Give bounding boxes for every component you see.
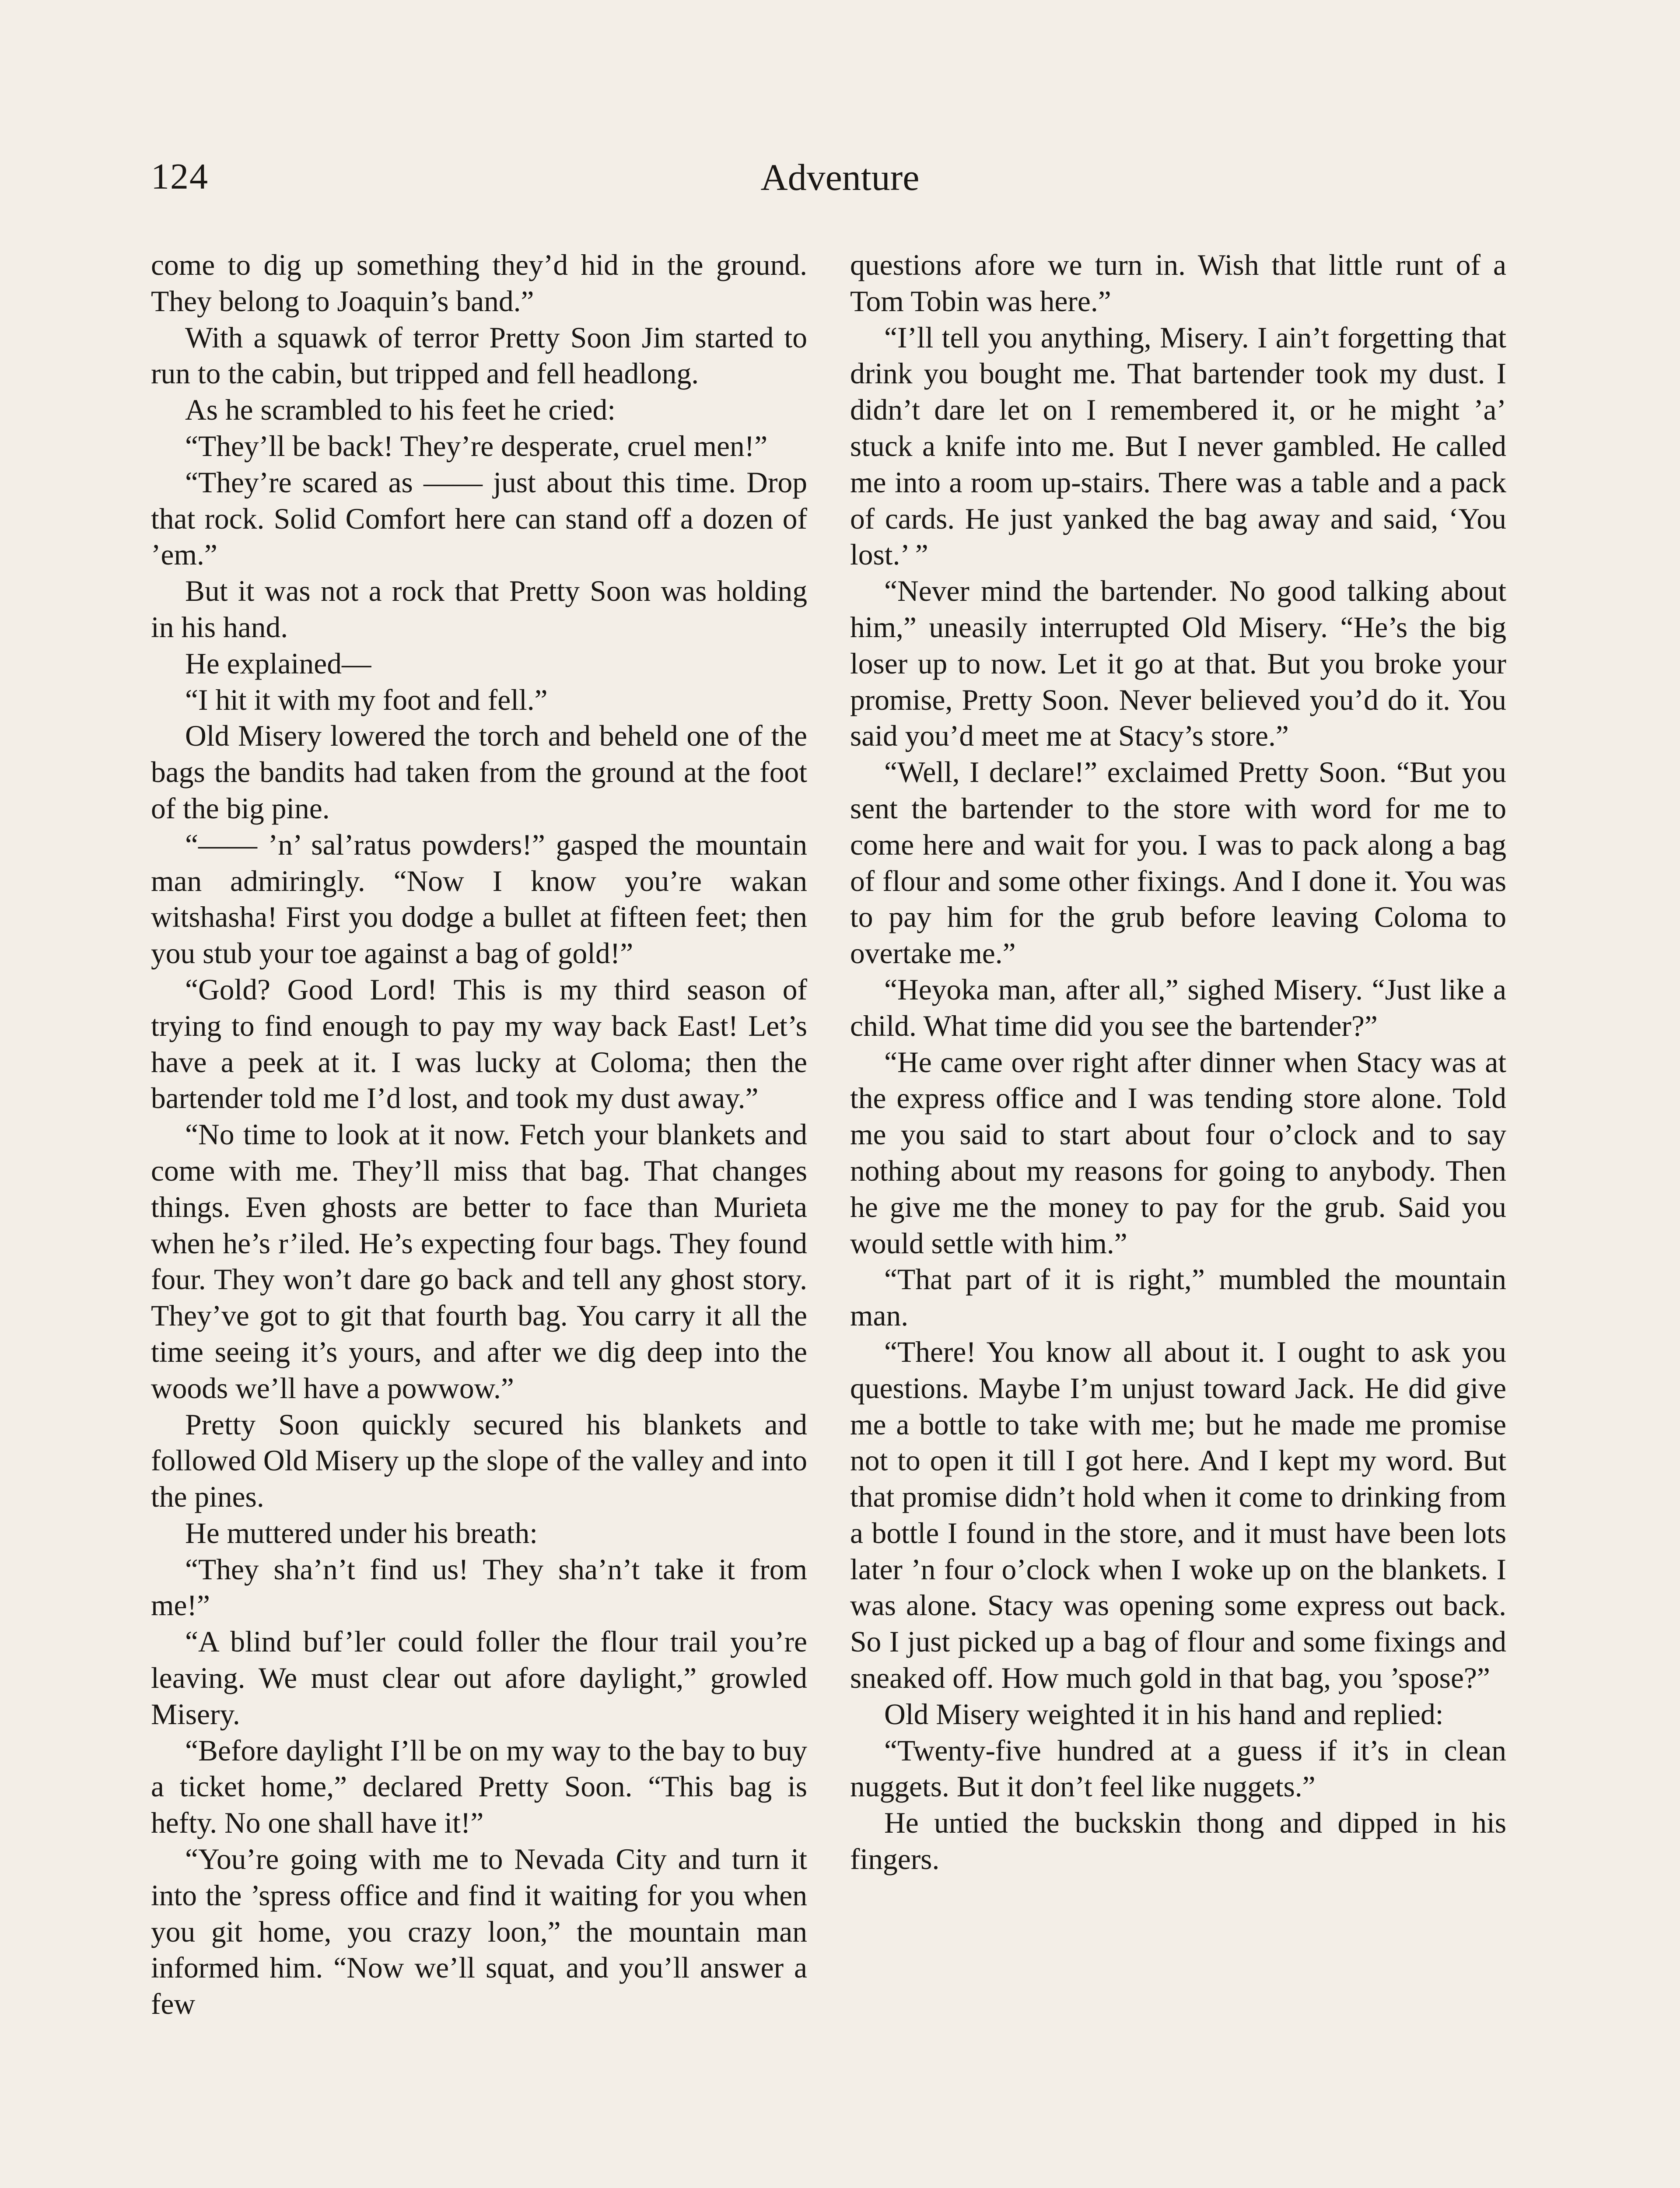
paragraph: “Never mind the bartender. No good talking about him,” uneasily interrupted Old Misery. “He’s the big loser up to now. Let it go at that. But you broke your promise, Pretty Soon. Never believed you’d do it. You said you’d meet me at Stacy’s store.” <box>850 575 1506 753</box>
paragraph: come to dig up something they’d hid in the ground. They belong to Joaquin’s band.” <box>151 249 807 318</box>
paragraph: “There! You know all about it. I ought to ask you questions. Maybe I’m unjust toward Jack. He did give me a bottle to take with me; but he made me promise not to open it till I got here. And I kept my word. But that promise didn’t hold when it come to drinking from a bottle I found in the store, and it must have been lots later ’n four o’clock when I woke up on the blankets. I was alone. Stacy was opening some express out back. So I just picked up a bag of flour and some fixings and sneaked off. How much gold in that bag, you ’spose?” <box>850 1335 1506 1695</box>
paragraph: Old Misery lowered the torch and beheld one of the bags the bandits had taken from the ground at the foot of the big pine. <box>151 719 807 825</box>
paragraph: “I’ll tell you anything, Misery. I ain’t forgetting that drink you bought me. That bartender took my dust. I didn’t dare let on I remembered it, or he might ’a’ stuck a knife into me. But I never gambled. He called me into a room up-stairs. There was a table and a pack of cards. He just yanked the bag away and said, ‘You lost.’ ” <box>850 321 1506 572</box>
paragraph: “He came over right after dinner when Stacy was at the express office and I was tending store alone. Told me you said to start about four o’clock and to say nothing about my reasons for going to anybody. Then he give me the money to pay for the grub. Said you would settle with him.” <box>850 1045 1506 1260</box>
paragraph: With a squawk of terror Pretty Soon Jim started to run to the cabin, but tripped and fell headlong. <box>151 321 807 390</box>
paragraph: “You’re going with me to Nevada City and turn it into the ’spress office and find it waiting for you when you git home, you crazy loon,” the mountain man informed him. “Now we’ll squat, and you’ll answer a few <box>151 1843 807 2021</box>
paragraph: “Heyoka man, after all,” sighed Misery. “Just like a child. What time did you see the bartender?” <box>850 973 1506 1042</box>
right-column <box>850 247 1506 1878</box>
paragraph: Pretty Soon quickly secured his blankets and followed Old Misery up the slope of the valley and into the pines. <box>151 1408 807 1514</box>
paragraph: “Before daylight I’ll be on my way to the bay to buy a ticket home,” declared Pretty Soon. “This bag is hefty. No one shall have it!” <box>151 1734 807 1840</box>
paragraph: “Twenty-five hundred at a guess if it’s in clean nuggets. But it don’t feel like nuggets.” <box>850 1734 1506 1803</box>
paragraph: “Well, I declare!” exclaimed Pretty Soon. “But you sent the bartender to the store with word for me to come here and wait for you. I was to pack along a bag of flour and some other fixings. And I done it. You was to pay him for the grub before leaving Coloma to overtake me.” <box>850 756 1506 970</box>
paragraph: “A blind buf’ler could foller the flour trail you’re leaving. We must clear out afore daylight,” growled Misery. <box>151 1625 807 1731</box>
paragraph: “They’ll be back! They’re desperate, cruel men!” <box>185 429 768 463</box>
paragraph: Old Misery weighted it in his hand and replied: <box>884 1697 1444 1731</box>
page-number: 124 <box>151 156 209 197</box>
paragraph: “—— ’n’ sal’ratus powders!” gasped the mountain man admiringly. “Now I know you’re wakan witshasha! First you dodge a bullet at fifteen feet; then you stub your toe against a bag of gold!” <box>151 828 807 970</box>
paragraph: “No time to look at it now. Fetch your blankets and come with me. They’ll miss that bag. That changes things. Even ghosts are better to face than Murieta when he’s r’iled. He’s expecting four bags. They found four. They won’t dare go back and tell any ghost story. They’ve got to git that fourth bag. You carry it all the time seeing it’s yours, and after we dig deep into the woods we’ll have a powwow.” <box>151 1118 807 1405</box>
left-column <box>151 247 807 2023</box>
paragraph: He untied the buckskin thong and dipped in his fingers. <box>850 1806 1506 1876</box>
paragraph: He explained— <box>185 647 371 680</box>
paragraph: “They sha’n’t find us! They sha’n’t take it from me!” <box>151 1553 807 1622</box>
paragraph: He muttered under his breath: <box>185 1516 538 1550</box>
page-header <box>0 155 1680 208</box>
paragraph: But it was not a rock that Pretty Soon was holding in his hand. <box>151 575 807 644</box>
paragraph: “That part of it is right,” mumbled the mountain man. <box>850 1263 1506 1332</box>
running-title: Adventure <box>760 156 920 198</box>
paragraph: As he scrambled to his feet he cried: <box>185 393 616 427</box>
paragraph: questions afore we turn in. Wish that little runt of a Tom Tobin was here.” <box>850 249 1506 318</box>
paragraph: “Gold? Good Lord! This is my third season of trying to find enough to pay my way back East! Let’s have a peek at it. I was lucky at Coloma; then the bartender told me I’d lost, and took my dust away.” <box>151 973 807 1115</box>
paragraph: “I hit it with my foot and fell.” <box>185 683 548 716</box>
paragraph: “They’re scared as —— just about this time. Drop that rock. Solid Comfort here can stand off a dozen of ’em.” <box>151 466 807 572</box>
